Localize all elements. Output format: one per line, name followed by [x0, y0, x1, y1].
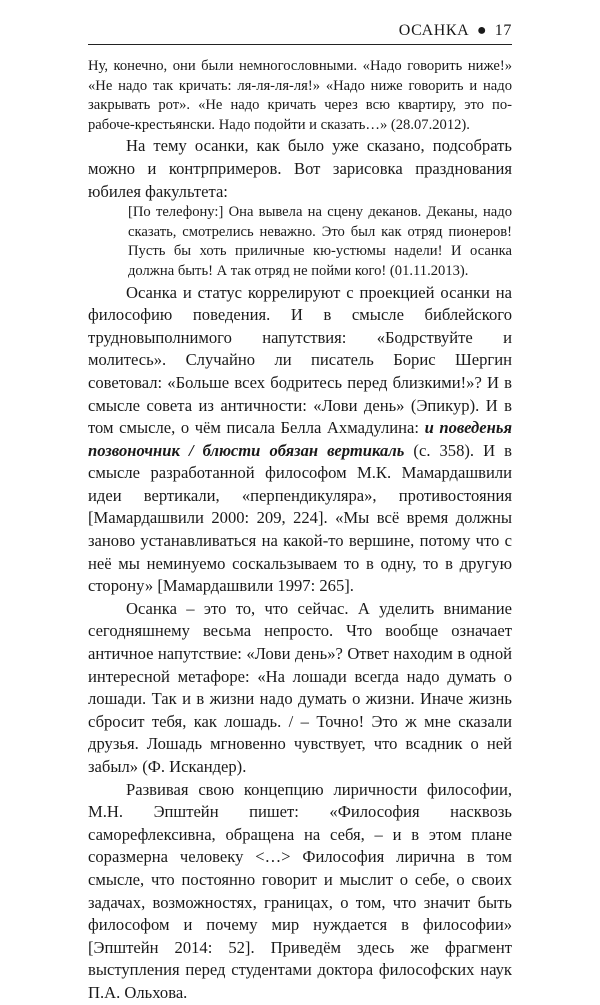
- paragraph-lyrical-philosophy: Развивая свою концепцию лиричности философии, М.Н. Эпштейн пишет: «Философия насквозь саморефлексивна, обращена на себя, – и в этом плане соразмерна человеку <…> Философия лирична в том смысле, что постоянно говорит и мыслит о себе, о своих задачах, возможностях, границах, о том, что значит быть философом и почему мир нуждается в философии» [Эпштейн 2014: 52]. Приведём здесь же фрагмент выступления перед студентами доктора философских наук П.А. Ольхова.: [88, 779, 512, 1002]
- page-number: 17: [494, 22, 512, 39]
- akhmadulina-quote: и поведенья позвоночник / блюсти обязан вертикаль: [88, 418, 512, 460]
- paragraph-text-end: (с. 358). И в смысле разработанной философом М.К. Мамардашвили идеи вертикали, «перпендикуляра», противостояния [Мамардашвили 2000: 209, 224]. «Мы всё время должны заново устанавливаться на какой-то вершине, потому что с неё мы неминуемо соскальзываем то в одну, то в другую сторону» [Мамардашвили 1997: 265].: [88, 440, 512, 596]
- running-title: ОСАНКА: [398, 22, 470, 39]
- paragraph-posture-counterexamples: На тему осанки, как было уже сказано, подсобрать можно и контрпримеров. Вот зарисовка празднования юбилея факультета:: [88, 136, 512, 201]
- paragraph-posture-status: [88, 282, 512, 598]
- running-header: [88, 22, 512, 45]
- paragraph-seize-the-day: Осанка – это то, что сейчас. А уделить внимание сегодняшнему весьма непросто. Что вообще означает античное напутствие: «Лови день»? Ответ находим в одной интересной метафоре: «На лошади всегда надо думать о лошади. Так и в жизни надо думать о жизни. Иначе жизнь сбросит тебя, как лошадь. / – Точно! Это ж мне сказали друзья. Лошадь мгновенно чувствует, что всадник о ней забыл» (Ф. Искандер).: [88, 598, 512, 776]
- quote-continuation: Ну, конечно, они были немногословными. «Надо говорить ниже!» «Не надо так кричать: ля-ля-ля-ля!» «Надо ниже говорить и надо закрывать рот». «Не надо кричать через всю квартиру, это по-рабоче-крестьянски. Надо подойти и сказать…» (28.07.2012).: [88, 58, 512, 133]
- quote-phone-anecdote: [По телефону:] Она вывела на сцену деканов. Деканы, надо сказать, смотрелись неважно. Это был как отряд пионеров! Пусть бы хоть приличные кю-устюмы надели! И осанка должна быть! А так отряд не пойми кого! (01.11.2013).: [128, 204, 512, 279]
- paragraph-text-start: Осанка и статус коррелируют с проекцией осанки на философию поведения. И в смысле библейского трудновыполнимого напутствия: «Бодрствуйте и молитесь». Случайно ли писатель Борис Шергин советовал: «Больше всех бодритесь перед близкими!»? И в смысле совета из античности: «Лови день» (Эпикур). И в том смысле, о чём писала Белла Ахмадулина:: [88, 282, 512, 438]
- bullet-separator: ●: [476, 22, 488, 39]
- page-body: [88, 57, 512, 1005]
